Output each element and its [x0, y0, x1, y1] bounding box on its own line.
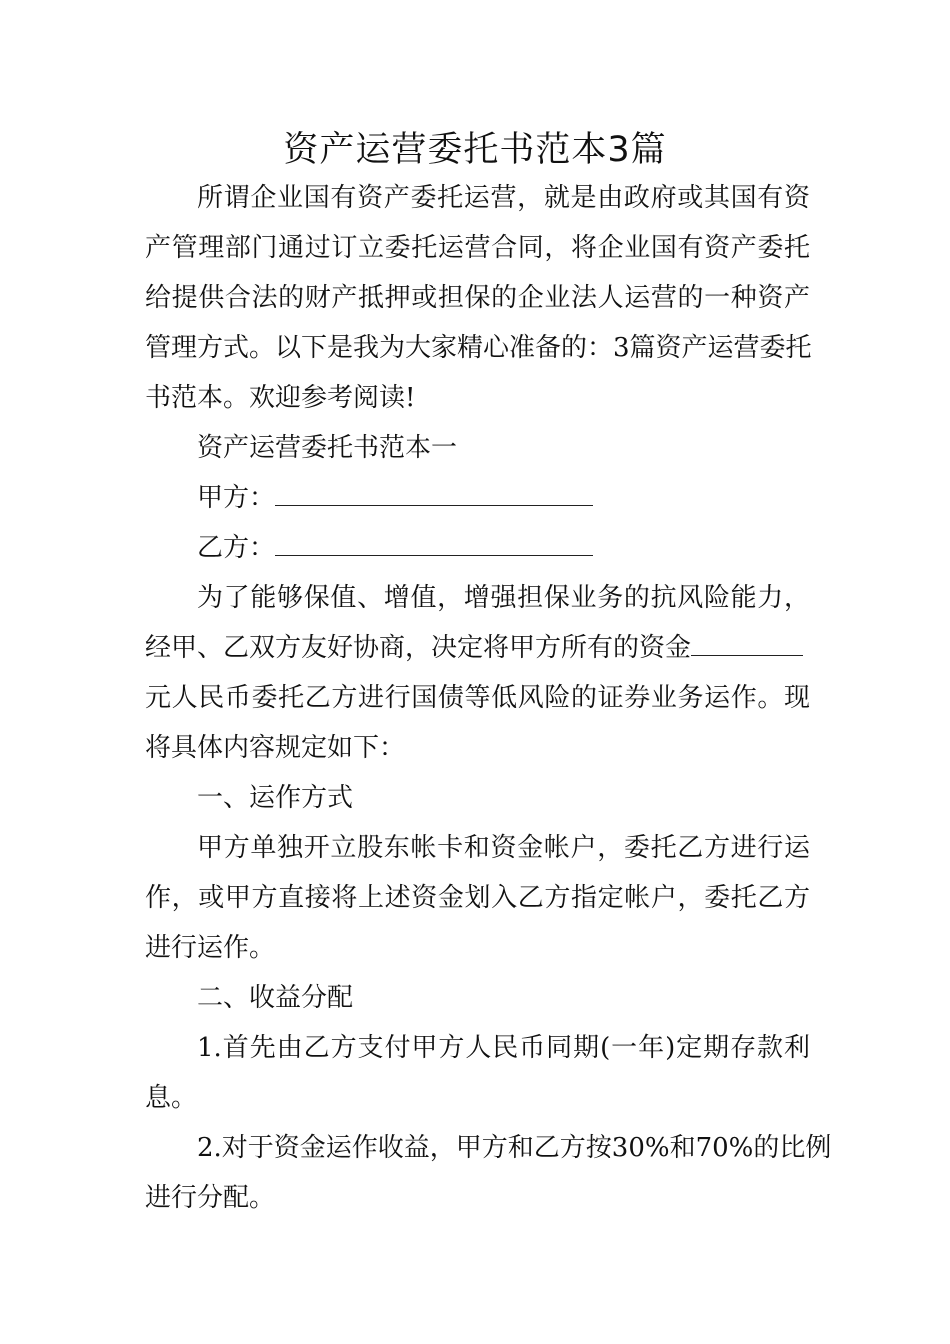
clause-1-line-2: 作，或甲方直接将上述资金划入乙方指定帐户，委托乙方: [145, 883, 810, 913]
purpose-line-2-text: 经甲、乙双方友好协商，决定将甲方所有的资金: [145, 633, 692, 663]
clause-2-item-1-line-2: 息。: [145, 1083, 198, 1113]
purpose-line-1: 为了能够保值、增值，增强担保业务的抗风险能力，: [197, 583, 810, 613]
party-b-blank: [275, 537, 593, 556]
purpose-line-4: 将具体内容规定如下：: [145, 733, 406, 763]
party-a-blank: [275, 487, 593, 506]
clause-1-heading: 一、运作方式: [197, 783, 354, 813]
intro-line-5: 书范本。欢迎参考阅读!: [145, 383, 416, 413]
intro-line-2: 产管理部门通过订立委托运营合同，将企业国有资产委托: [145, 233, 810, 263]
clause-2-heading: 二、收益分配: [197, 983, 354, 1013]
section-heading: 资产运营委托书范本一: [197, 433, 458, 463]
intro-line-4: 管理方式。以下是我为大家精心准备的：3篇资产运营委托: [145, 333, 812, 363]
intro-line-3: 给提供合法的财产抵押或担保的企业法人运营的一种资产: [145, 283, 810, 313]
party-b-line: [197, 523, 810, 573]
clause-1-line-1: 甲方单独开立股东帐卡和资金帐户，委托乙方进行运: [197, 833, 810, 863]
clause-1-line-3: 进行运作。: [145, 933, 276, 963]
purpose-line-3: 元人民币委托乙方进行国债等低风险的证券业务运作。现: [145, 683, 810, 713]
clause-2-item-1-line-1: 1.首先由乙方支付甲方人民币同期(一年)定期存款利: [197, 1033, 810, 1063]
clause-2-item-2-line-2: 进行分配。: [145, 1183, 276, 1213]
intro-line-1: 所谓企业国有资产委托运营，就是由政府或其国有资: [197, 183, 810, 213]
party-b-label: 乙方：: [197, 533, 276, 563]
purpose-line-2: [145, 623, 810, 673]
party-a-label: 甲方：: [197, 483, 276, 513]
document-title: 资产运营委托书范本3篇: [283, 130, 667, 170]
funds-amount-blank: [691, 637, 803, 656]
party-a-line: [197, 473, 810, 523]
clause-2-item-2-line-1: 2.对于资金运作收益，甲方和乙方按30%和70%的比例: [197, 1133, 832, 1163]
